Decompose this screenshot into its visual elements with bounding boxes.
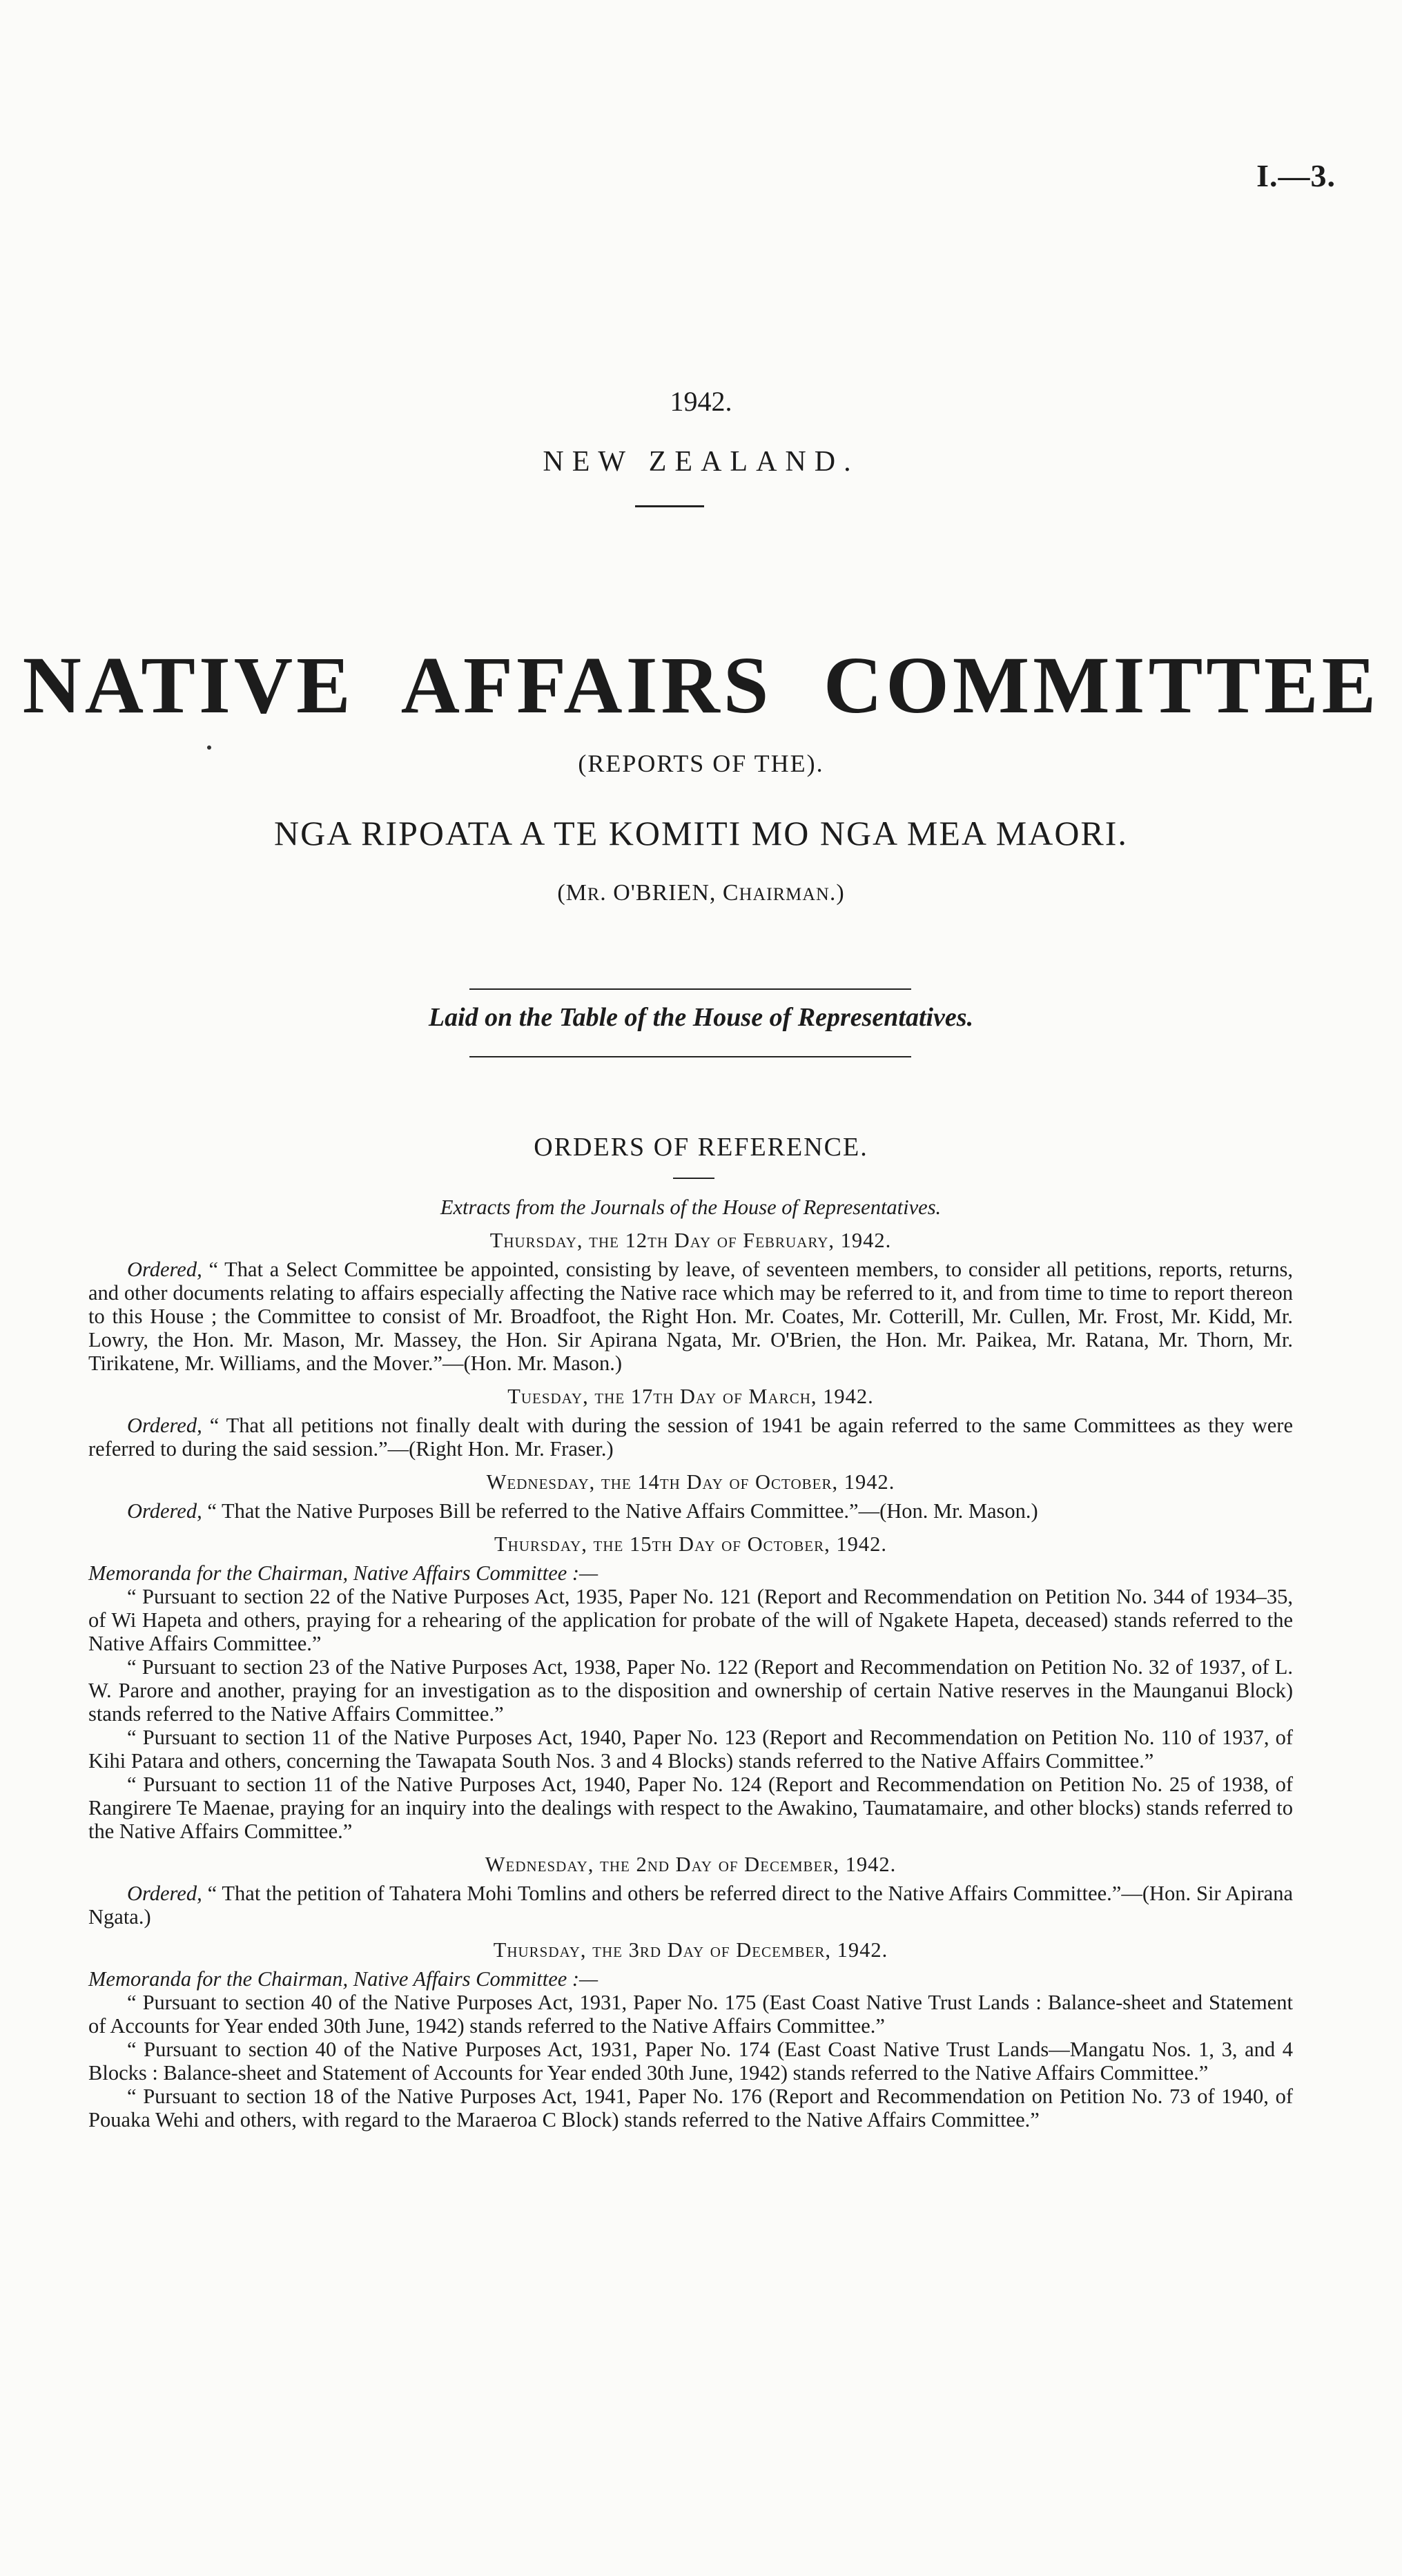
entry-date: Tuesday, the 17th Day of March, 1942. xyxy=(507,1385,874,1408)
divider xyxy=(673,1178,714,1179)
paper-reference: I.—3. xyxy=(1256,158,1336,193)
entry-date: Wednesday, the 14th Day of October, 1942. xyxy=(486,1470,895,1494)
entry-lead: Ordered, xyxy=(127,1414,202,1437)
entry-lead: Ordered, xyxy=(127,1499,202,1523)
order-entry xyxy=(88,1938,1293,2131)
year: 1942. xyxy=(670,386,732,417)
memoranda-heading: Memoranda for the Chairman, Native Affairs Committee :— xyxy=(88,1967,598,1991)
main-title: NATIVE AFFAIRS COMMITTEE xyxy=(22,640,1380,730)
order-entry xyxy=(88,1385,1293,1461)
entry-body: “ That the petition of Tahatera Mohi Tomlins and others be referred direct to the Native Affairs Committee.”—(Hon. Sir Apirana Ngata.) xyxy=(88,1882,1293,1929)
order-entry xyxy=(88,1532,1293,1843)
entry-lead: Ordered, xyxy=(127,1258,202,1281)
laid-on-table: Laid on the Table of the House of Representatives. xyxy=(428,1003,974,1032)
country-heading: NEW ZEALAND. xyxy=(543,446,859,478)
entry-date: Thursday, the 3rd Day of December, 1942. xyxy=(493,1938,888,1962)
entry-date: Wednesday, the 2nd Day of December, 1942. xyxy=(485,1853,897,1876)
entry-text xyxy=(88,1258,1293,1375)
entry-text xyxy=(88,1882,1293,1929)
chairman-line: (MR. O'BRIEN, CHAIRMAN.) xyxy=(557,880,845,906)
entry-body: “ That a Select Committee be appointed, consisting by leave, of seventeen members, to consider all petitions, reports, returns, and other documents relating to affairs especially affecting the Native race which may be referred to it, and from time to time to report thereon to this House ; the Committee to consist of Mr. Broadfoot, the Right Hon. Mr. Coates, Mr. Cotterill, Mr. Cullen, Mr. Frost, Mr. Kidd, Mr. Lowry, the Hon. Mr. Mason, Mr. Massey, the Hon. Sir Apirana Ngata, Mr. O'Brien, the Hon. Mr. Paikea, Mr. Ratana, Mr. Thorn, Mr. Tirikatene, Mr. Williams, and the Mover.”—(Hon. Mr. Mason.) xyxy=(88,1258,1294,1375)
subtitle: (REPORTS OF THE). xyxy=(578,750,824,777)
entry-date: Thursday, the 15th Day of October, 1942. xyxy=(494,1532,887,1556)
entry-lead: Ordered, xyxy=(127,1882,202,1905)
extracts-line: Extracts from the Journals of the House of Representatives. xyxy=(440,1196,942,1219)
memo-item: “ Pursuant to section 40 of the Native Purposes Act, 1931, Paper No. 174 (East Coast Native Trust Lands—Mangatu Nos. 1, 3, and 4 Blocks : Balance-sheet and Statement of Accounts for Year ended 30th June, 1942) stands referred to the Native Affairs Committee.” xyxy=(88,2038,1293,2085)
entry-body: “ That the Native Purposes Bill be referred to the Native Affairs Committee.”—(Hon. Mr. Mason.) xyxy=(207,1499,1038,1523)
order-entry xyxy=(88,1470,1293,1523)
entry-text xyxy=(88,1499,1293,1523)
memo-item: “ Pursuant to section 22 of the Native Purposes Act, 1935, Paper No. 121 (Report and Recommendation on Petition No. 344 of 1934–35, of Wi Hapeta and others, praying for a rehearing of the application for probate of the will of Ngakete Hapeta, deceased) stands referred to the Native Affairs Committee.” xyxy=(88,1585,1293,1655)
memo-item: “ Pursuant to section 11 of the Native Purposes Act, 1940, Paper No. 124 (Report and Recommendation on Petition No. 25 of 1938, of Rangirere Te Maenae, praying for an inquiry into the dealings with respect to the Awakino, Taumatamaire, and other blocks) stands referred to the Native Affairs Committee.” xyxy=(88,1773,1293,1843)
memo-item: “ Pursuant to section 23 of the Native Purposes Act, 1938, Paper No. 122 (Report and Recommendation on Petition No. 32 of 1937, of L. W. Parore and another, praying for an investigation as to the disposition and ownership of certain Native reserves in the Maunganui Block) stands referred to the Native Affairs Committee.” xyxy=(88,1655,1293,1726)
memo-item: “ Pursuant to section 40 of the Native Purposes Act, 1931, Paper No. 175 (East Coast Native Trust Lands : Balance-sheet and Statement of Accounts for Year ended 30th June, 1942) stands referred to the Native Affairs Committee.” xyxy=(88,1991,1293,2038)
memo-item: “ Pursuant to section 11 of the Native Purposes Act, 1940, Paper No. 123 (Report and Recommendation on Petition No. 110 of 1937, of Kihi Patara and others, concerning the Tawapata South Nos. 3 and 4 Blocks) stands referred to the Native Affairs Committee.” xyxy=(88,1726,1293,1773)
entry-date: Thursday, the 12th Day of February, 1942. xyxy=(489,1229,892,1252)
maori-title: NGA RIPOATA A TE KOMITI MO NGA MEA MAORI. xyxy=(274,814,1128,852)
divider xyxy=(469,988,911,990)
orders-heading: ORDERS OF REFERENCE. xyxy=(534,1133,868,1162)
entry-body: “ That all petitions not finally dealt with during the session of 1941 be again referred to the same Committees as they were referred to during the said session.”—(Right Hon. Mr. Fraser.) xyxy=(88,1414,1294,1461)
entry-text xyxy=(88,1414,1293,1461)
orders-body xyxy=(88,1187,1293,2131)
memo-item: “ Pursuant to section 18 of the Native Purposes Act, 1941, Paper No. 176 (Report and Recommendation on Petition No. 73 of 1940, of Pouaka Wehi and others, with regard to the Maraeroa C Block) stands referred to the Native Affairs Committee.” xyxy=(88,2085,1293,2131)
order-entry xyxy=(88,1229,1293,1375)
divider xyxy=(469,1056,911,1057)
order-entry xyxy=(88,1853,1293,1929)
divider xyxy=(635,505,704,507)
memoranda-heading: Memoranda for the Chairman, Native Affairs Committee :— xyxy=(88,1561,598,1585)
